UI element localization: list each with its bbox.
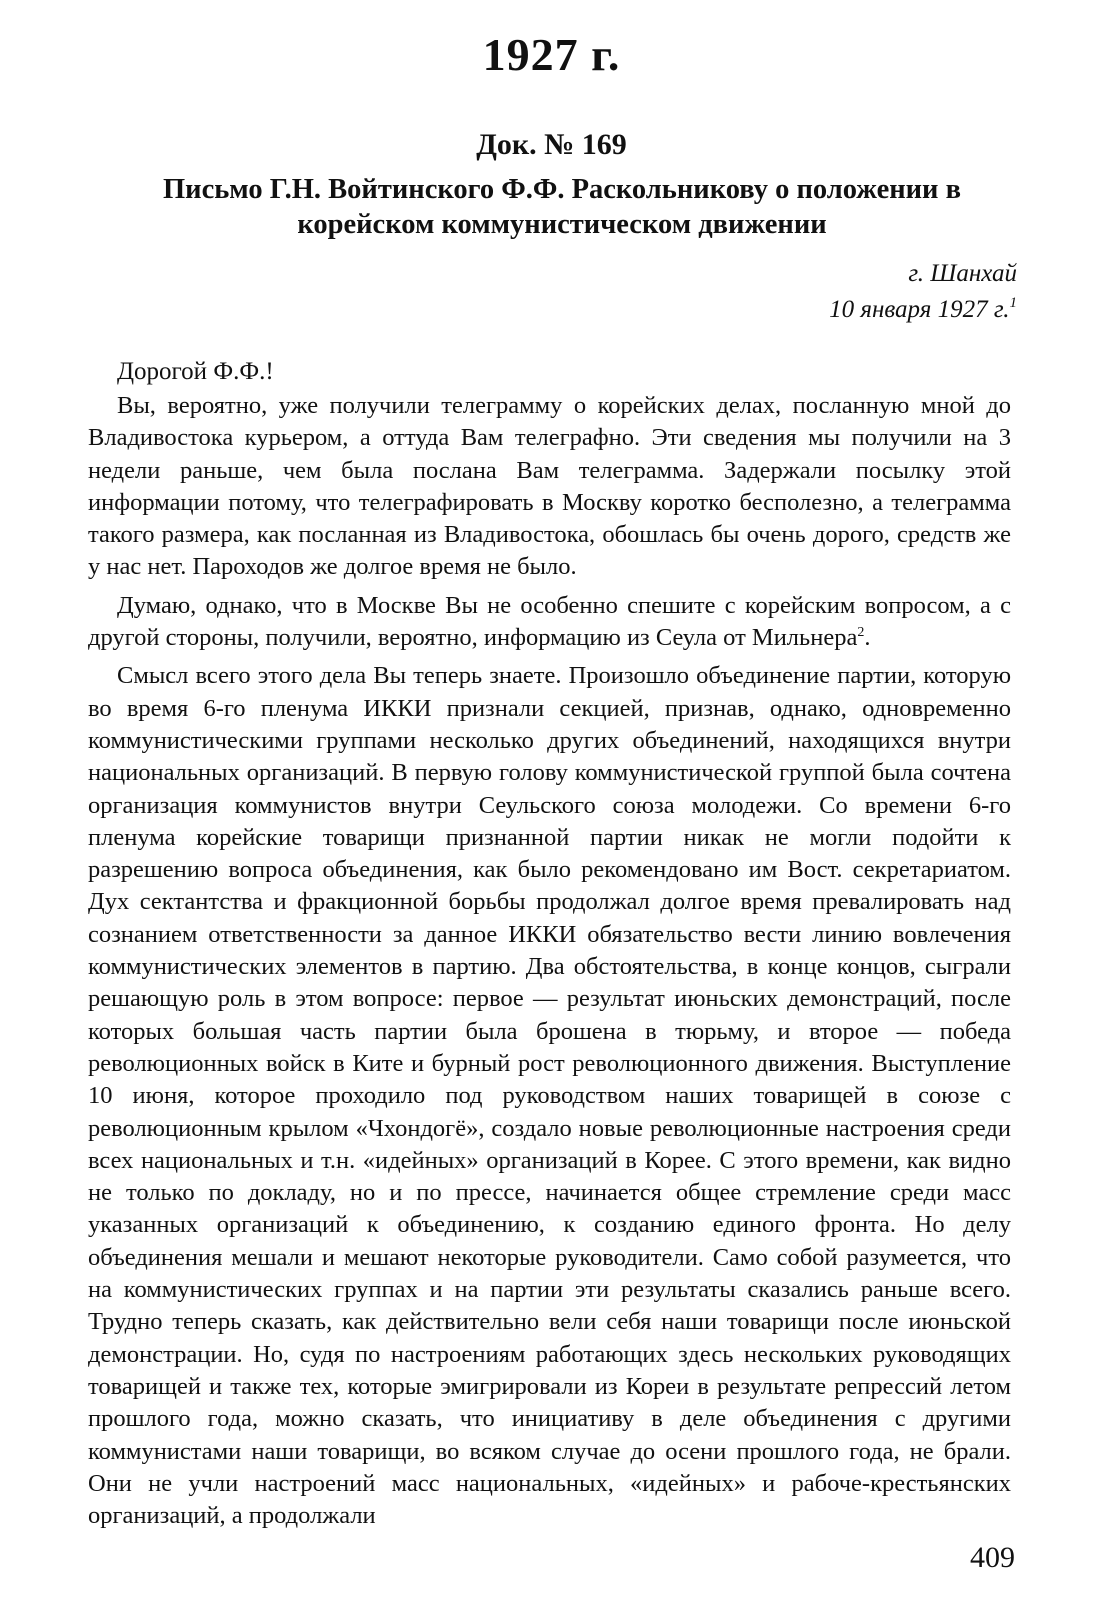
paragraph-text: Думаю, однако, что в Москве Вы не особенно спешите с корейским вопросом, а с другой стороны, получили, вероятно, информацию из Сеула от Мильнера xyxy=(88,591,1011,652)
letter-greeting: Дорогой Ф.Ф.! xyxy=(117,358,274,385)
page-number: 409 xyxy=(970,1541,1015,1574)
footnote-marker: 2 xyxy=(857,625,865,641)
footnote-marker: 1 xyxy=(1009,295,1017,311)
paragraph: Вы, вероятно, уже получили телеграмму о корейских делах, посланную мной до Владивостока курьером, а оттуда Вам телеграфно. Эти сведения мы получили на 3 недели раньше, чем была послана Вам телеграмма. Задержали посылку этой информации потому, что телеграфировать в Москву коротко бесполезно, а телеграмма такого размера, как посланная из Владивостока, обошлась бы очень дорого, средств же у нас нет. Пароходов же долгое время не было. xyxy=(88,392,1011,581)
date-text: 10 января 1927 г. xyxy=(829,296,1010,323)
letter-body xyxy=(88,390,1011,1532)
document-number: Док. № 169 xyxy=(476,128,627,161)
dateline-date xyxy=(829,292,1017,328)
dateline-place: г. Шанхай xyxy=(908,260,1017,287)
paragraph-end: . xyxy=(864,624,871,652)
document-title: Письмо Г.Н. Войтинского Ф.Ф. Раскольникову о положении в корейском коммунистическом движении xyxy=(162,174,961,240)
paragraph: Смысл всего этого дела Вы теперь знаете. Произошло объединение партии, которую во время 6-го пленума ИККИ признали секцией, признав, однако, одновременно коммунистическими группами несколько других объединений, находящихся внутри национальных организаций. В первую голову коммунистической группой была сочтена организация коммунистов внутри Сеульского союза молодежи. Со времени 6-го пленума корейские товарищи признанной партии никак не могли подойти к разрешению вопроса объединения, как было рекомендовано им Вост. секретариатом. Дух сектантства и фракционной борьбы продолжал долгое время превалировать над сознанием ответственности за данное ИККИ обязательство вести линию вовлечения коммунистических элементов в партию. Два обстоятельства, в конце концов, сыграли решающую роль в этом вопросе: первое — результат июньских демонстраций, после которых большая часть партии была брошена в тюрьму, и второе — победа революционных войск в Ките и бурный рост революционного движения. Выступление 10 июня, которое проходило под руководством наших товарищей в союзе с революционным крылом «Чхондогё», создало новые революционные настроения среди всех национальных и т.н. «идейных» организаций в Корее. С этого времени, как видно не только по докладу, но и по прессе, начинается общее стремление среди масс указанных организаций к объединению, к созданию единого фронта. Но делу объединения мешали и мешают некоторые руководители. Само собой разумеется, что на коммунистических группах и на партии эти результаты сказались раньше всего. Трудно теперь сказать, как действительно вели себя наши товарищи после июньской демонстрации. Но, судя по настроениям работающих здесь нескольких руководящих товарищей и также тех, которые эмигрировали из Кореи в результате репрессий летом прошлого года, можно сказать, что инициативу в деле объединения с другими коммунистами наши товарищи, во всяком случае до осени прошлого года, не брали. Они не учли настроений масс национальных, «идейных» и рабоче-крестьянских организаций, а продолжали xyxy=(88,662,1011,1530)
paragraph xyxy=(88,590,1011,655)
year-heading: 1927 г. xyxy=(482,29,621,80)
